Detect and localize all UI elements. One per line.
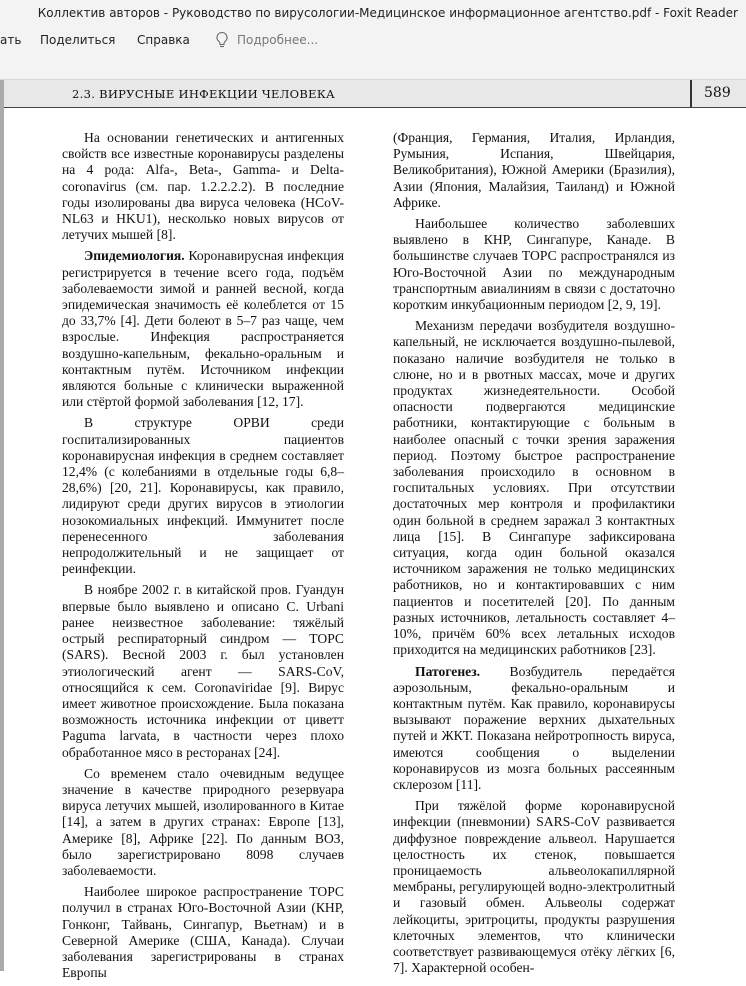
menu-item-help[interactable]: Справка bbox=[137, 33, 190, 47]
paragraph-text: В структуре ОРВИ среди госпитализированных пациентов коронавирусная инфекция в среднем составляет 12,4% (с колебаниями в отдельные годы 6,8–28,6%) [20, 21]. Коронавирусы, как правило, лидируют среди других вирусов в этиологии нозокомиальных инфекций. Иммунитет после перенесенного заболевания непродолжительный и не защищает от реинфекции. bbox=[62, 415, 344, 577]
pdf-page bbox=[4, 80, 746, 981]
header-divider bbox=[690, 80, 692, 107]
paragraph-text: Возбудитель передаётся аэрозольным, фекально-оральным и контактным путём. Как правило, коронавирусы вызывают поражение верхних дыхательных путей и ЖКТ. Показана нейротропность вируса, имеются сообщения о выделении коронавирусов из мозга больных рассеянным склерозом [11]. bbox=[393, 663, 675, 792]
menu-item-file[interactable]: ать bbox=[0, 33, 22, 47]
title-bar bbox=[0, 0, 746, 27]
paragraph-text: Наиболее широкое распространение ТОРС получил в странах Юго-Восточной Азии (КНР, Гонконг, Тайвань, Сингапур, Вьетнам) и в Северной Америке (США, Канада). Случаи заболевания зарегистрированы в странах Европы bbox=[62, 884, 344, 981]
paragraph bbox=[393, 318, 675, 658]
paragraph-text: При тяжёлой форме коронавирусной инфекции (пневмонии) SARS-CoV развивается диффузное повреждение альвеол. Нарушается целостность их стенок, повышается проницаемость альвеолокапиллярной мембраны, регулирующей водно-электролитный и газовый обмен. Альвеолы содержат лейкоциты, эритроциты, продукты разрушения клеточных элементов, что клинически соответствует развивающемуся отёку лёгких [6, 7]. Характерной особен- bbox=[393, 798, 675, 976]
left-text-column bbox=[62, 130, 344, 986]
paragraph bbox=[62, 130, 344, 243]
paragraph bbox=[393, 664, 675, 794]
paragraph bbox=[393, 216, 675, 313]
paragraph bbox=[62, 415, 344, 577]
paragraph bbox=[393, 798, 675, 976]
paragraph-text: Механизм передачи возбудителя воздушно-капельный, не исключается воздушно-пылевой, показано наличие возбудителя не только в слюне, но и в рвотных массах, моче и других продуктах жизнедеятельности. Особой опасности подвергаются медицинские работники, контактирующие с больным в наиболее опасный с точки зрения заражения период. Поэтому быстрое распространение заболевания происходило в основном в госпитальных условиях. При отсутствии достаточных мер контроля и профилактики один больной в среднем заражал 3 контактных лица [15]. В Сингапуре зафиксирована ситуация, когда один больной оказался источником заражения не только медицинских работников, но и контактировавших с ним пациентов и посетителей [20]. По данным разных источников, летальность составляет 4–10%, причём 60% всех летальных исходов приходится на медицинских работников [23]. bbox=[393, 318, 675, 658]
ribbon-area bbox=[0, 53, 746, 80]
page-number: 589 bbox=[704, 85, 731, 101]
tell-me-search[interactable]: Подробнее... bbox=[237, 33, 319, 47]
menu-bar bbox=[0, 27, 746, 53]
paragraph bbox=[393, 130, 675, 211]
section-title: 2.3. ВИРУСНЫЕ ИНФЕКЦИИ ЧЕЛОВЕКА bbox=[72, 87, 336, 101]
paragraph-text: На основании генетических и антигенных свойств все известные коронавирусы разделены на 4 рода: Alfa-, Beta-, Gamma- и Delta-coronavirus (см. пар. 1.2.2.2.2). В последние годы изолированы два вируса человека (HCoV-NL63 и HKU1), несколько новых вирусов от летучих мышей [8]. bbox=[62, 130, 344, 243]
paragraph bbox=[62, 582, 344, 760]
paragraph bbox=[62, 884, 344, 981]
lightbulb-icon[interactable] bbox=[214, 31, 230, 49]
paragraph-heading: Патогенез. bbox=[415, 663, 481, 679]
paragraph-text: В ноябре 2002 г. в китайской пров. Гуандун впервые было выявлено и описано C. Urbani ранее неизвестное заболевание: тяжёлый острый респираторный синдром — ТОРС (SARS). Весной 2003 г. был установлен этиологический агент — SARS-CoV, относящийся к сем. Coronaviridae [9]. Вирус имеет животное происхождение. Была показана возможность источника инфекции от циветт Paguma larvata, в частности через плохо обработанное мясо в ресторанах [24]. bbox=[62, 582, 344, 760]
paragraph-text: Наибольшее количество заболевших выявлено в КНР, Сингапуре, Канаде. В большинстве случаев ТОРС распространялся из Юго-Восточной Азии по международным транспортным авиалиниям в связи с достаточно коротким инкубационным периодом [2, 9, 19]. bbox=[393, 216, 675, 313]
paragraph-text: Коронавирусная инфекция регистрируется в течение всего года, подъём заболеваемости зимой и ранней весной, когда эпидемическая значимость её колеблется от 15 до 33,7% [4]. Дети болеют в 5–7 раз чаще, чем взрослые. Инфекция распространяется воздушно-капельным, фекально-оральным и контактным путём. Источником инфекции являются больные с клинически выраженной или стёртой формой заболевания [12, 17]. bbox=[62, 248, 344, 410]
window-title: Коллектив авторов - Руководство по вирусологии-Медицинское информационное агентство.pdf - Foxit Reader bbox=[37, 6, 738, 20]
paragraph bbox=[62, 766, 344, 879]
document-viewport[interactable] bbox=[0, 80, 746, 981]
paragraph-text: Со временем стало очевидным ведущее значение в качестве природного резервуара вируса летучих мышей, изолированного в Китае [14], а затем в других странах: Европе [13], Америке [8], Африке [22]. По данным ВОЗ, было зарегистрировано 8098 случаев заболеваемости. bbox=[62, 765, 344, 878]
paragraph-heading: Эпидемиология. bbox=[84, 248, 185, 264]
menu-item-share[interactable]: Поделиться bbox=[40, 33, 116, 47]
right-text-column bbox=[393, 130, 675, 981]
paragraph-text: (Франция, Германия, Италия, Ирландия, Румыния, Испания, Швейцария, Великобритания), Южной Америки (Бразилия), Азии (Япония, Малайзия, Таиланд) и Южной Африке. bbox=[393, 130, 675, 210]
running-header bbox=[4, 80, 746, 108]
paragraph bbox=[62, 248, 344, 410]
